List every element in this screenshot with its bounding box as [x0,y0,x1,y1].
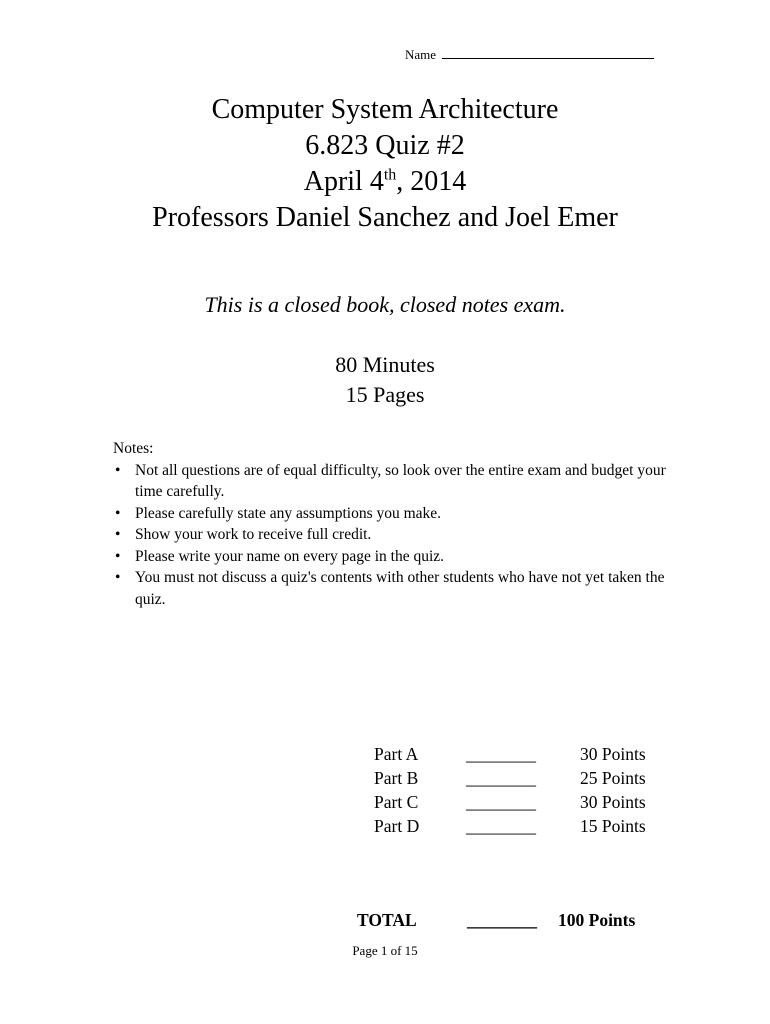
points-label: 25 Points [580,768,646,788]
bullet-icon: • [115,569,121,586]
exam-type-note: This is a closed book, closed notes exam. [204,292,566,317]
total-label: TOTAL [357,910,417,930]
list-item [113,567,673,610]
score-blank[interactable]: ________ [466,816,536,836]
name-label: Name [405,47,437,62]
note-text: Please carefully state any assumptions you make. [135,504,442,522]
note-text: Not all questions are of equal difficulty, so look over the entire exam and budget your time carefully. [135,461,666,500]
minutes-label: 80 Minutes [335,352,435,377]
total-points: 100 Points [558,910,636,930]
course-title: Computer System Architecture [211,94,559,125]
part-label: Part C [374,792,419,812]
name-blank-line[interactable] [442,46,654,59]
date-suffix: , 2014 [396,166,467,197]
duration-block [0,350,770,410]
part-label: Part A [374,744,419,764]
bullet-icon: • [115,526,121,543]
quiz-date [0,164,770,200]
score-blank[interactable]: ________ [466,744,536,764]
score-blank[interactable]: ________ [466,768,536,788]
notes-heading: Notes: [113,440,154,457]
bullet-icon: • [115,461,121,479]
list-item [113,546,673,568]
part-label: Part D [374,816,420,836]
note-text: You must not discuss a quiz's contents with other students who have not yet taken the quiz. [135,569,665,608]
name-field[interactable] [405,46,654,64]
points-label: 30 Points [580,744,646,764]
list-item [113,503,673,525]
quiz-title: 6.823 Quiz #2 [305,130,465,161]
professors-line: Professors Daniel Sanchez and Joel Emer [152,202,618,233]
notes-list [113,460,673,611]
bullet-icon: • [115,547,121,565]
total-blank[interactable]: ________ [467,910,537,930]
list-item [113,460,673,503]
total-row [357,908,677,932]
note-text: Please write your name on every page in the quiz. [135,547,445,565]
points-label: 15 Points [580,816,646,836]
page-number: Page 1 of 15 [352,943,418,958]
date-superscript: th [383,166,397,184]
list-item [113,524,673,546]
date-prefix: April 4 [303,166,384,197]
part-label: Part B [374,768,419,788]
pages-label: 15 Pages [345,382,425,407]
notes-section [113,438,673,610]
note-text: Show your work to receive full credit. [135,526,372,543]
title-block [0,92,770,236]
bullet-icon: • [115,504,121,522]
score-blank[interactable]: ________ [466,792,536,812]
points-label: 30 Points [580,792,646,812]
